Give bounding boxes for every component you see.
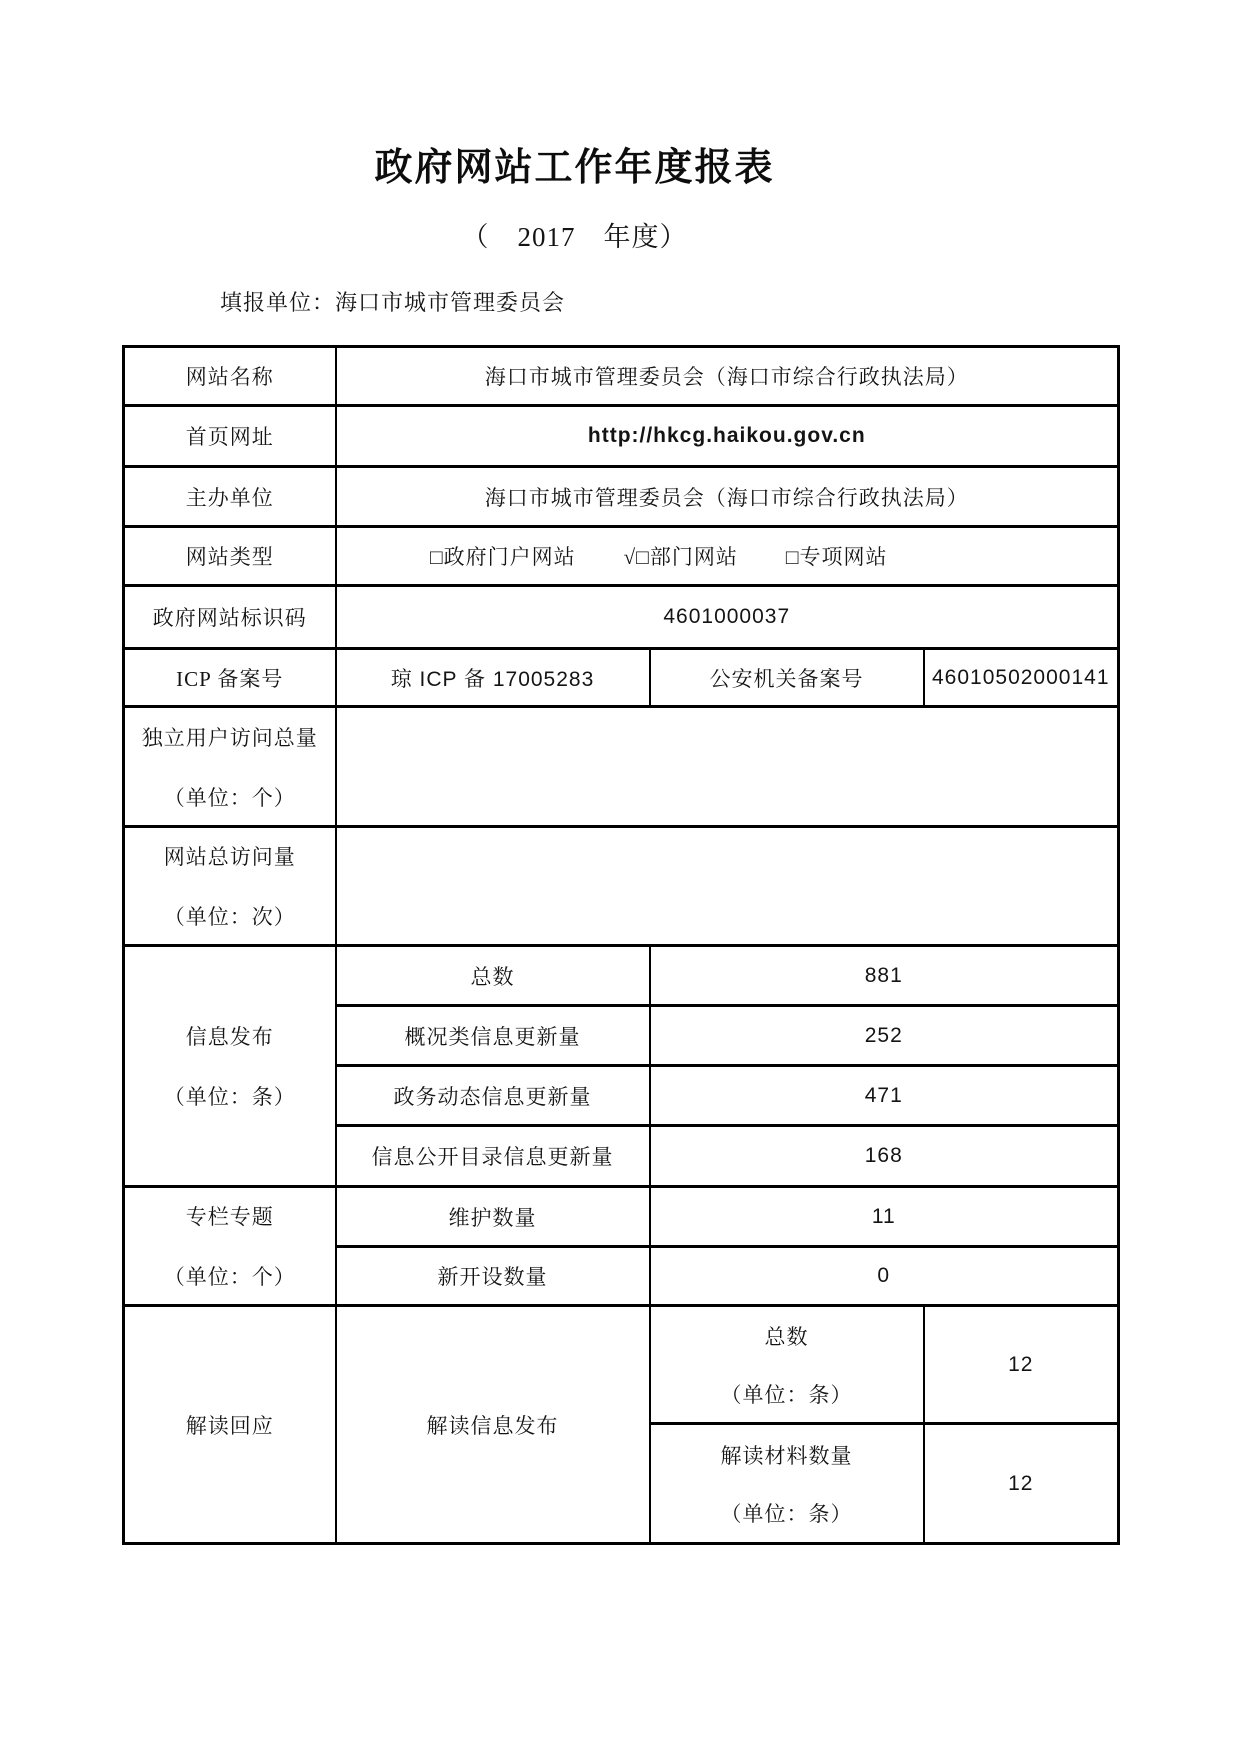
special-columns-section-cell [124,1187,336,1306]
special-columns-row-name: 维护数量 [336,1187,650,1247]
interpretation-row-value: 12 [924,1306,1119,1424]
annual-report-table [122,345,1120,1545]
home-url-value: http://hkcg.haikou.gov.cn [336,406,1119,467]
interpretation-row-name: 解读材料数量 [720,1443,853,1468]
row-total-visits [124,827,1119,946]
info-publish-row-value: 252 [650,1006,1119,1066]
unique-visitors-label: 独立用户访问总量 [141,725,318,750]
total-visits-label-cell [124,827,336,946]
unique-visitors-label-cell [124,707,336,827]
checkbox-option-department-checked: √□部门网站 [623,545,738,569]
special-columns-unit: （单位：个） [163,1265,296,1289]
row-icp [124,649,1119,707]
special-columns-row-name: 新开设数量 [336,1247,650,1306]
interpretation-row-value: 12 [924,1424,1119,1544]
info-publish-unit: （单位：条） [163,1085,296,1109]
total-visits-label: 网站总访问量 [163,845,296,869]
row-unique-visitors [124,707,1119,827]
police-record-label: 公安机关备案号 [650,649,924,707]
organizer-label: 主办单位 [124,467,336,527]
site-type-options [337,541,1118,571]
info-publish-row-name: 信息公开目录信息更新量 [336,1126,650,1187]
checkbox-option-portal: □政府门户网站 [429,545,576,569]
organizer-value: 海口市城市管理委员会（海口市综合行政执法局） [336,467,1119,527]
interpretation-total-label-cell [650,1306,924,1424]
home-url-label: 首页网址 [124,406,336,467]
row-home-url [124,406,1119,467]
interpretation-row-name: 总数 [764,1324,809,1349]
site-code-value: 4601000037 [336,586,1119,649]
interpretation-row-unit: （单位：条） [720,1382,853,1407]
info-publish-row-value: 471 [650,1066,1119,1126]
row-organizer [124,467,1119,527]
interpretation-materials-label-cell [650,1424,924,1544]
checkbox-option-special: □专项网站 [785,545,888,569]
site-type-label: 网站类型 [124,527,336,586]
page-title: 政府网站工作年度报表 [374,147,775,189]
info-publish-label: 信息发布 [185,1025,274,1049]
special-columns-label: 专栏专题 [185,1205,274,1229]
total-visits-unit: （单位：次） [163,905,296,929]
report-year: （ 2017 年度） [461,222,688,252]
site-type-options-cell [336,527,1119,586]
info-publish-row-name: 总数 [336,946,650,1006]
special-columns-row-value: 0 [650,1247,1119,1306]
reporting-unit-line: 填报单位：海口市城市管理委员会 [220,290,566,315]
row-info-publish-total [124,946,1119,1006]
info-publish-section-cell [124,946,336,1187]
document-header [0,0,1149,254]
police-record-value: 46010502000141 [924,649,1119,707]
icp-value: 琼 ICP 备 17005283 [336,649,650,707]
row-columns-maintained [124,1187,1119,1247]
interpretation-publish-label: 解读信息发布 [336,1306,650,1544]
site-name-label: 网站名称 [124,347,336,406]
total-visits-value [336,827,1119,946]
info-publish-row-name: 概况类信息更新量 [336,1006,650,1066]
interpretation-row-unit: （单位：条） [720,1501,853,1526]
icp-label: ICP 备案号 [124,649,336,707]
unique-visitors-unit: （单位：个） [163,785,296,810]
info-publish-row-value: 168 [650,1126,1119,1187]
row-interpretation-total [124,1306,1119,1424]
special-columns-row-value: 11 [650,1187,1119,1247]
row-site-name [124,347,1119,406]
site-code-label: 政府网站标识码 [124,586,336,649]
info-publish-row-name: 政务动态信息更新量 [336,1066,650,1126]
interpretation-section-label: 解读回应 [124,1306,336,1544]
info-publish-row-value: 881 [650,946,1119,1006]
row-site-type [124,527,1119,586]
unique-visitors-value [336,707,1119,827]
row-site-code [124,586,1119,649]
site-name-value: 海口市城市管理委员会（海口市综合行政执法局） [336,347,1119,406]
